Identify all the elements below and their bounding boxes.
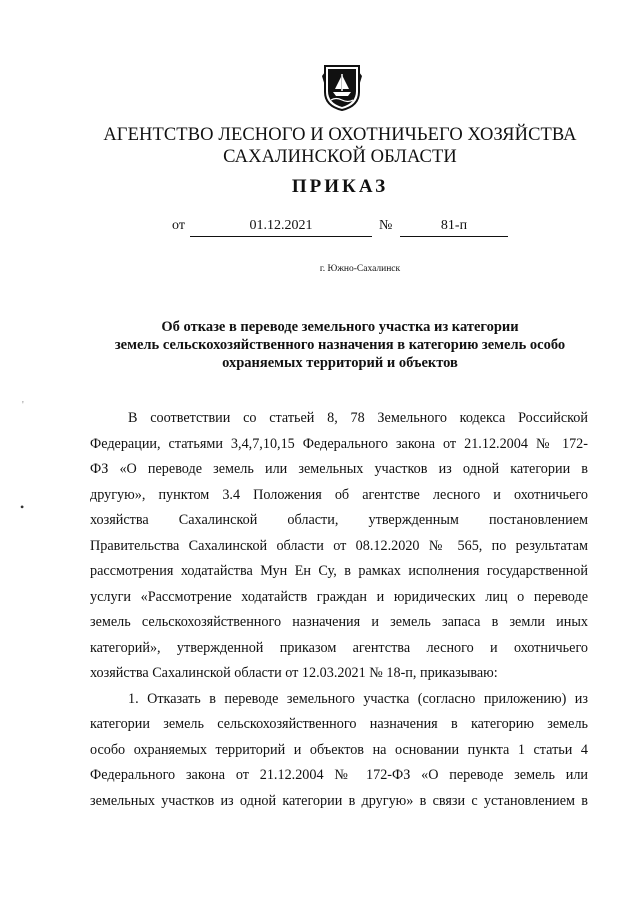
body-line: Федерального закона от 21.12.2004 № 172-ФЗ «О переводе земель или [90, 767, 588, 783]
body-line: категорий», утвержденной приказом агентства лесного и охотничьего [90, 639, 588, 656]
order-title-line-1: Об отказе в переводе земельного участка из категории [161, 319, 519, 335]
body-line: ФЗ «О переводе земель или земельных участков из одной категории в [90, 461, 588, 477]
body-line: рассмотрения ходатайства Мун Ен Су, в рамках исполнения государственной [90, 563, 588, 579]
agency-name-line-1: АГЕНТСТВО ЛЕСНОГО И ОХОТНИЧЬЕГО ХОЗЯЙСТВА [103, 125, 577, 145]
number-underline [400, 236, 508, 237]
body-line: Правительства Сахалинской области от 08.12.2020 № 565, по результатам [90, 537, 588, 554]
body-line: Федерации, статьями 3,4,7,10,15 Федерального закона от 21.12.2004 № 172- [90, 435, 588, 452]
coat-of-arms-emblem [320, 62, 364, 112]
body-line: В соответствии со статьей 8, 78 Земельного кодекса Российской [128, 410, 588, 426]
agency-name-line-2: САХАЛИНСКОЙ ОБЛАСТИ [223, 147, 457, 167]
body-line: особо охраняемых территорий и объектов на основании пункта 1 статьи 4 [90, 741, 588, 758]
agency-name [60, 124, 620, 168]
document-type: ПРИКАЗ [291, 176, 389, 197]
date-label: от [172, 218, 185, 233]
scan-mark: ' [22, 400, 24, 411]
body-line: 1. Отказать в переводе земельного участка (согласно приложению) из [128, 690, 588, 707]
number-value: 81-п [440, 218, 468, 233]
scan-mark: • [20, 500, 25, 514]
body-line: другую», пунктом 3.4 Положения об агентстве лесного и охотничьего [90, 486, 588, 503]
date-underline [190, 236, 372, 237]
order-title [60, 318, 620, 372]
body-line: хозяйства Сахалинской области от 12.03.2021 № 18-п, приказываю: [90, 665, 498, 681]
body-line: земель сельскохозяйственного назначения и земель запаса в земли иных [90, 614, 588, 630]
body-line: категории земель сельскохозяйственного назначения в категорию земель [90, 716, 588, 732]
number-label: № [379, 218, 393, 233]
body-line: хозяйства Сахалинской области, утвержденным постановлением [90, 512, 588, 528]
order-title-line-3: охраняемых территорий и объектов [222, 355, 458, 371]
body-line: земельных участков из одной категории в другую» в связи с установлением в [90, 792, 588, 809]
order-title-line-2: земель сельскохозяйственного назначения в категорию земель особо [114, 337, 566, 353]
date-number-row [0, 216, 631, 242]
order-body [90, 406, 588, 814]
body-line: услуги «Рассмотрение ходатайств граждан и юридических лиц о переводе [90, 588, 588, 605]
date-value: 01.12.2021 [249, 218, 313, 233]
city: г. Южно-Сахалинск [319, 264, 401, 274]
